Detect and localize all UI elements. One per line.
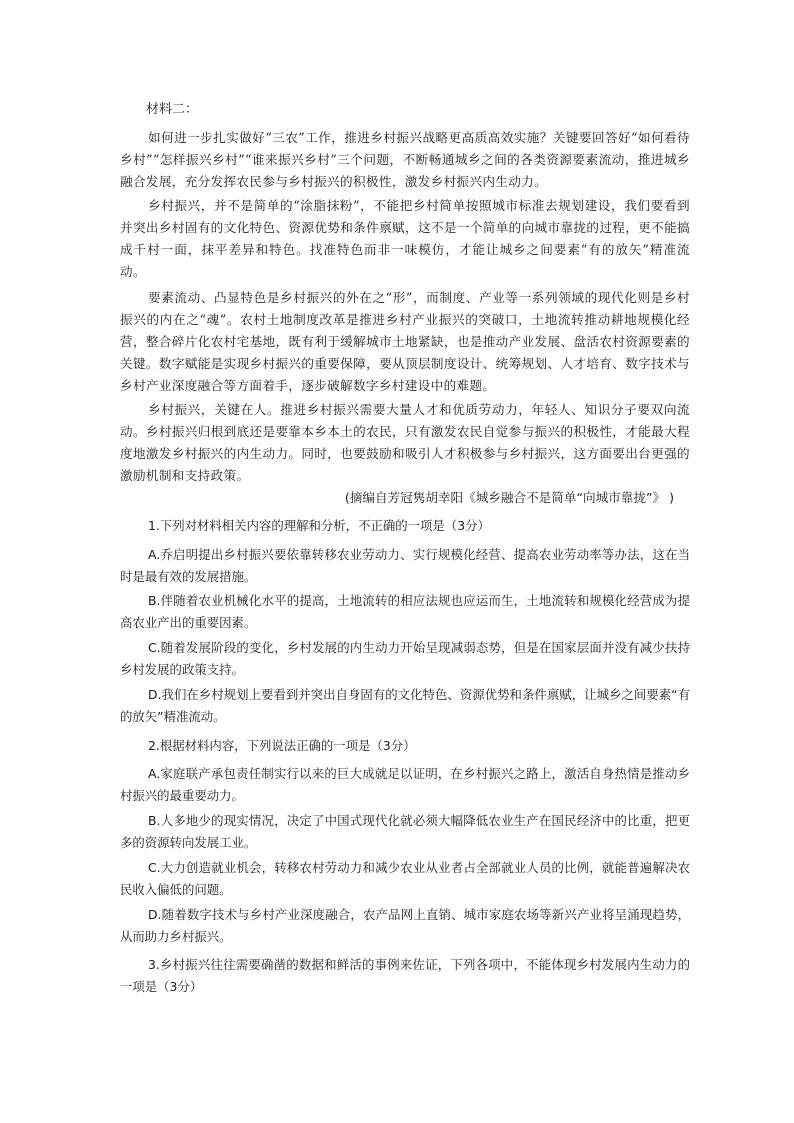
question-1-option-a: A.乔启明提出乡村振兴要依靠转移农业劳动力、实行规模化经营、提高农业劳动率等办法，这在当时是最有效的发展措施。 bbox=[120, 547, 690, 584]
material-paragraph-4: 乡村振兴，关键在人。推进乡村振兴需要大量人才和优质劳动力，年轻人、知识分子要双向流动。乡村振兴归根到底还是要靠本乡本土的农民，只有激发农民自觉参与振兴的积极性，才能最大程度地激发乡村振兴的内生动力。同时，也要鼓励和吸引人才积极参与乡村振兴，这方面要出台更强的激励机制和支持政策。 bbox=[120, 402, 690, 483]
material-heading: 材料二： bbox=[146, 102, 199, 117]
question-2-stem: 2.根据材料内容，下列说法正确的一项是（3分） bbox=[148, 738, 416, 753]
question-1-option-b: B.伴随着农业机械化水平的提高，土地流转的相应法规也应运而生，土地流转和规模化经营成为提高农业产出的重要因素。 bbox=[120, 593, 690, 630]
question-2-option-c: C.大力创造就业机会，转移农村劳动力和减少农业从业者占全部就业人员的比例，就能普遍解决农民收入偏低的问题。 bbox=[120, 860, 690, 897]
question-3-stem: 3.乡村振兴往往需要确凿的数据和鲜活的事例来佐证，下列各项中，不能体现乡村发展内生动力的一项是（3分） bbox=[120, 957, 690, 994]
question-2-option-d: D.随着数字技术与乡村产业深度融合，农产品网上直销、城市家庭农场等新兴产业将呈涌现趋势，从而助力乡村振兴。 bbox=[120, 907, 690, 944]
material-paragraph-2: 乡村振兴，并不是简单的“涂脂抹粉”，不能把乡村简单按照城市标准去规划建设，我们要看到并突出乡村固有的文化特色、资源优势和条件禀赋，这不是一个简单的向城市靠拢的过程，更不能搞成千村一面，抹平差异和特色。找准特色而非一味模仿，才能让城乡之间要素“有的放矢”精准流动。 bbox=[120, 198, 690, 279]
question-1-option-d: D.我们在乡村规划上要看到并突出自身固有的文化特色、资源优势和条件禀赋，让城乡之间要素“有的放矢”精准流动。 bbox=[120, 687, 690, 724]
question-2-option-a: A.家庭联产承包责任制实行以来的巨大成就足以证明，在乡村振兴之路上，激活自身热情是推动乡村振兴的最重要动力。 bbox=[120, 766, 690, 803]
material-source: (摘编自芳冠隽胡幸阳《城乡融合不是简单“向城市靠拢”》 ) bbox=[344, 490, 674, 505]
question-1-option-c: C.随着发展阶段的变化，乡村发展的内生动力开始呈现减弱态势，但是在国家层面并没有减少扶持乡村发展的政策支持。 bbox=[120, 640, 690, 677]
question-2-option-b: B.人多地少的现实情况，决定了中国式现代化就必须大幅降低农业生产在国民经济中的比重，把更多的资源转向发展工业。 bbox=[120, 813, 690, 850]
material-paragraph-3: 要素流动、凸显特色是乡村振兴的外在之“形”，而制度、产业等一系列领域的现代化则是乡村振兴的内在之“魂”。农村土地制度改革是推进乡村产业振兴的突破口，土地流转推动耕地规模化经营，整合碎片化农村宅基地，既有利于缓解城市土地紧缺，也是推动产业发展、盘活农村资源要素的关键。数字赋能是实现乡村振兴的重要保障，要从顶层制度设计、统筹规划、人才培育、数字技术与乡村产业深度融合等方面着手，逐步破解数字乡村建设中的难题。 bbox=[120, 290, 690, 393]
material-paragraph-1: 如何进一步扎实做好“三农”工作，推进乡村振兴战略更高质高效实施？关键要回答好“如何看待乡村”“怎样振兴乡村”“谁来振兴乡村”三个问题，不断畅通城乡之间的各类资源要素流动，推进城乡融合发展，充分发挥农民参与乡村振兴的积极性，激发乡村振兴内生动力。 bbox=[120, 130, 690, 189]
question-1-stem: 1.下列对材料相关内容的理解和分析，不正确的一项是（3分） bbox=[148, 518, 490, 533]
